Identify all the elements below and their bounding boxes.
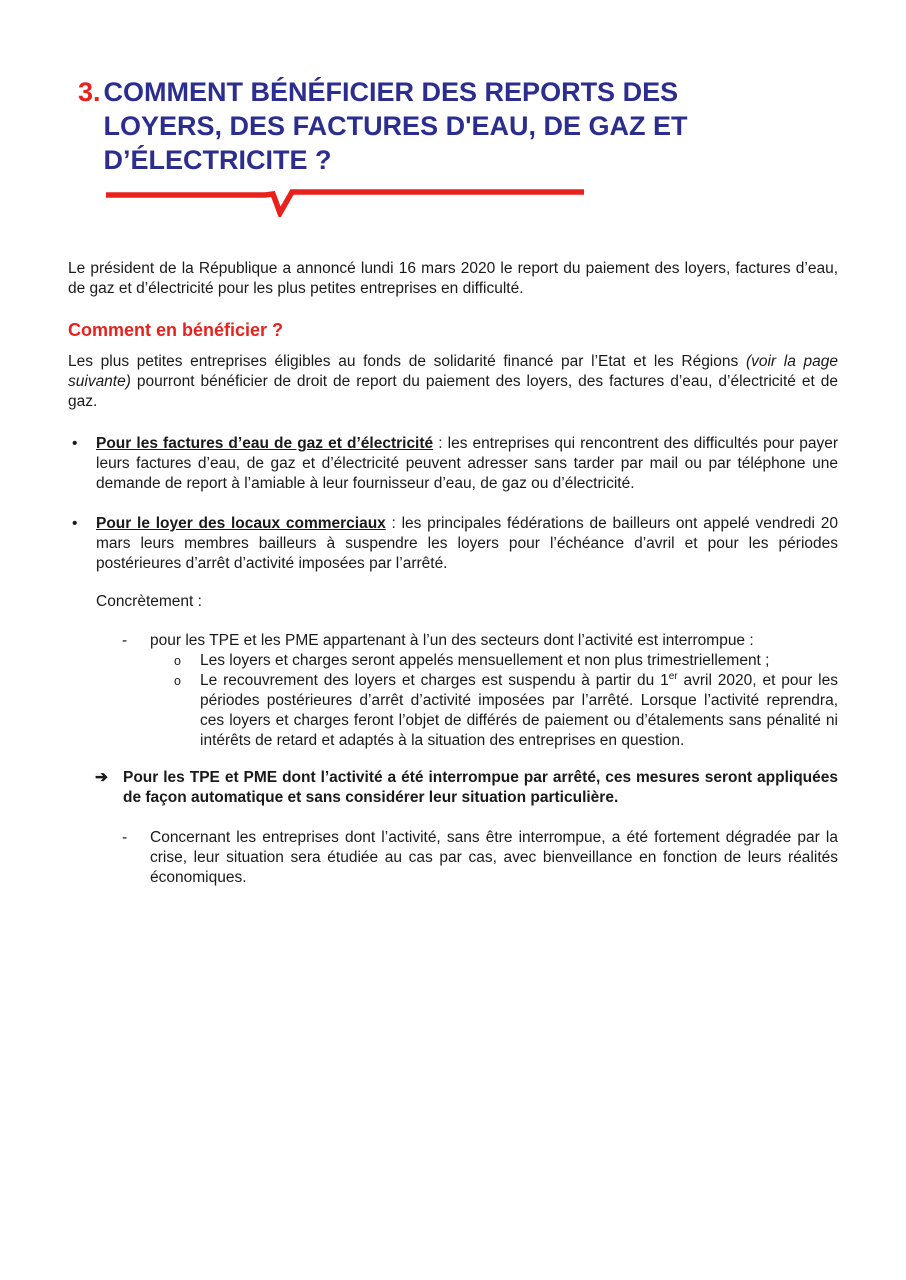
bullet-utilities-text [96,434,838,494]
eligibility-italic-note: (voir la page suivante) [68,353,838,390]
bullet-icon: • [72,515,78,532]
arrow-note-item [95,768,838,808]
circle-suspension-text [200,671,838,751]
page-title [78,75,778,177]
eligibility-text-1: Les plus petites entreprises éligibles au fonds de solidarité financé par l’Etat et les Régions [68,353,746,370]
red-flourish-line [103,189,587,217]
dash-tpe-pme-text: pour les TPE et les PME appartenant à l’un des secteurs dont l’activité est interrompue : [150,632,754,649]
case-by-case-text: Concernant les entreprises dont l’activité, sans être interrompue, a été fortement dégradée par la crise, leur situation sera étudiée au cas par cas, avec bienveillance en fonction de leurs réalités économiques. [150,829,838,886]
bullet-rent-lead: Pour le loyer des locaux commerciaux [96,515,386,532]
concretement-label: Concrètement : [96,593,202,610]
circle-item-suspension [174,671,838,751]
eligibility-paragraph [68,352,838,412]
bullet-rent-body: : les principales fédérations de bailleurs ont appelé vendredi 20 mars leurs membres bailleurs à suspendre les loyers pour l’échéance d’avril et pour les périodes postérieures d’arrêt d’activité imposées par l’arrêté. [96,515,838,572]
arrow-note-text: Pour les TPE et PME dont l’activité a été interrompue par arrêté, ces mesures seront appliquées de façon automatique et sans considérer leur situation particulière. [123,769,838,806]
circle-bullet-icon: o [174,674,181,688]
bullet-utilities-lead: Pour les factures d’eau de gaz et d’électricité [96,435,434,452]
suspension-text-2: avril 2020, et pour les périodes postérieures d’arrêt d’activité imposées par l’arrêté. Lorsque l’activité reprendra, ces loyers et charges feront l’objet de différés de paiement ou d’étalements sans pénalité ni intérêts de retard et adaptés à la situation des entreprises en question. [200,672,838,749]
bullet-item-rent [72,514,838,574]
bullet-icon: • [72,435,78,452]
intro-paragraph: Le président de la République a annoncé lundi 16 mars 2020 le report du paiement des loyers, factures d’eau, de gaz et d’électricité pour les plus petites entreprises en difficulté. [68,260,838,297]
dash-item-tpe-pme [122,631,838,651]
bullet-rent-text [96,514,838,574]
section-heading: Comment en bénéficier ? [68,320,284,340]
page-title-number: 3. [78,77,101,107]
arrow-icon: ➔ [95,769,108,786]
title-underline-flourish [103,189,838,217]
suspension-superscript: er [668,670,678,682]
dash-icon: - [122,632,128,649]
bullet-utilities-body: : les entreprises qui rencontrent des difficultés pour payer leurs factures d’eau, de gaz et d’électricité peuvent adresser sans tarder par mail ou par téléphone une demande de report à l’amiable à leur fournisseur d’eau, de gaz ou d’électricité. [96,435,838,492]
dash-item-case-by-case [122,828,838,888]
dash-icon: - [122,829,128,846]
circle-bullet-icon: o [174,654,181,668]
bullet-item-utilities [72,434,838,494]
page-title-text: COMMENT BÉNÉFICIER DES REPORTS DES LOYERS, DES FACTURES D'EAU, DE GAZ ET D’ÉLECTRICITE ? [103,77,688,175]
eligibility-text-2: pourront bénéficier de droit de report du paiement des loyers, des factures d’eau, d’électricité et de gaz. [68,373,838,410]
circle-item-monthly [174,651,838,671]
circle-monthly-text: Les loyers et charges seront appelés mensuellement et non plus trimestriellement ; [200,652,770,669]
suspension-text-1: Le recouvrement des loyers et charges est suspendu à partir du 1 [200,672,669,689]
